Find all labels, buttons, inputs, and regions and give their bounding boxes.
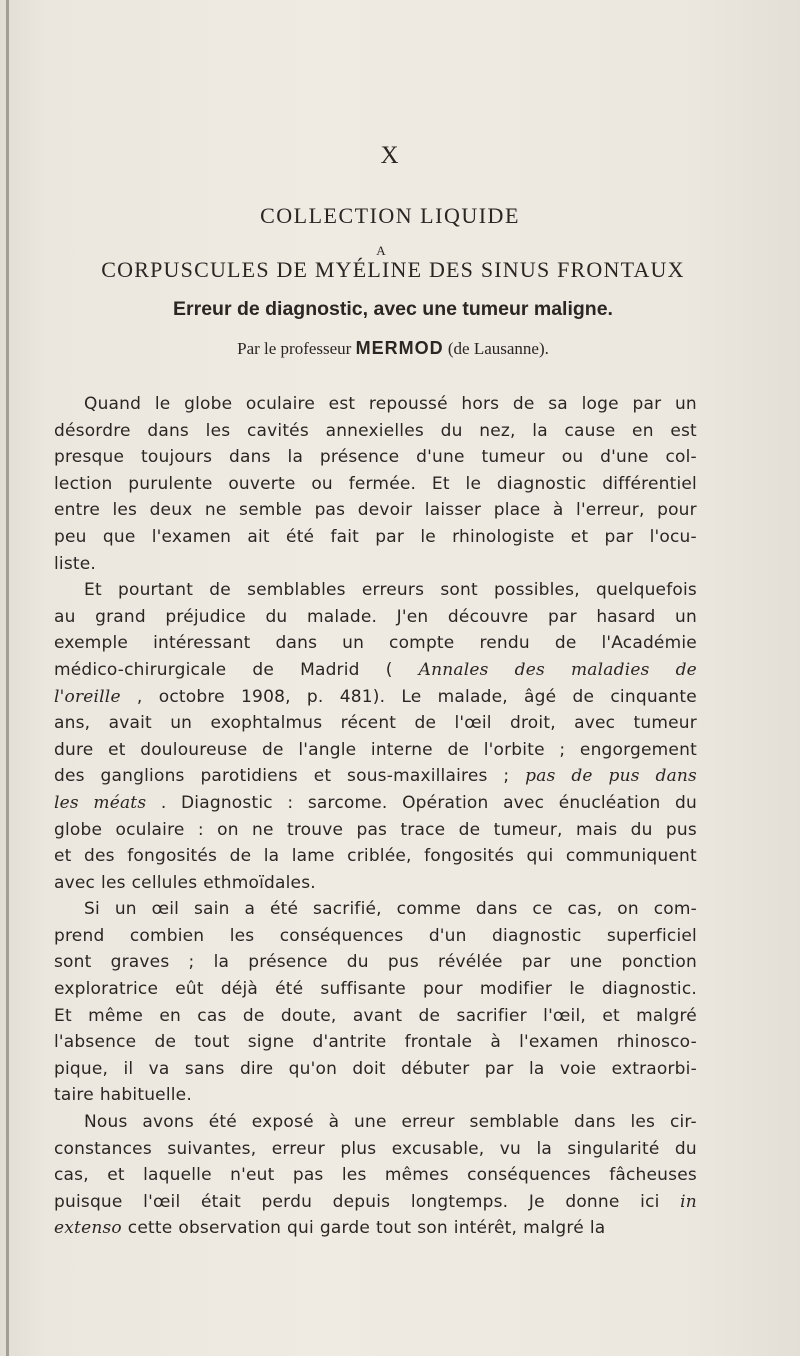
text-line: l'absence de tout signe d'antrite frontale à l'examen rhinosco-: [54, 1032, 697, 1053]
text-line: constances suivantes, erreur plus excusable, vu la singularité du: [54, 1138, 697, 1159]
text-line: et des fongosités de la lame criblée, fongosités qui communiquent: [54, 846, 697, 867]
text-line: entre les deux ne semble pas devoir laisser place à l'erreur, pour: [54, 500, 697, 521]
text-line: au grand préjudice du malade. J'en découvre par hasard un: [54, 606, 697, 627]
text-line: Nous avons été exposé à une erreur semblable dans les cir-: [84, 1112, 697, 1133]
body-paragraph: [54, 1109, 697, 1242]
text-line: lection purulente ouverte ou fermée. Et le diagnostic différentiel: [54, 473, 697, 494]
text-line: Et même en cas de doute, avant de sacrifier l'œil, et malgré: [54, 1005, 697, 1026]
title-line-1: COLLECTION LIQUIDE: [260, 203, 520, 228]
text-line: cas, et laquelle n'eut pas les mêmes conséquences fâcheuses: [54, 1165, 697, 1186]
text-line: les méats . Diagnostic : sarcome. Opération avec énucléation du: [54, 792, 697, 813]
text-line: puisque l'œil était perdu depuis longtemps. Je donne ici in: [54, 1191, 697, 1212]
text-line: des ganglions parotidiens et sous-maxillaires ; pas de pus dans: [54, 766, 697, 787]
text-line: extenso cette observation qui garde tout son intérêt, malgré la: [54, 1218, 606, 1239]
text-line: avec les cellules ethmoïdales.: [54, 872, 316, 893]
body-paragraph: [54, 896, 697, 1109]
text-line: Quand le globe oculaire est repoussé hors de sa loge par un: [84, 394, 697, 414]
text-line: liste.: [54, 553, 97, 574]
author-line: [0, 338, 786, 359]
chapter-number: X: [380, 142, 400, 169]
text-line: taire habituelle.: [54, 1085, 192, 1106]
text-line: peu que l'examen ait été fait par le rhinologiste et par l'ocu-: [54, 526, 697, 547]
text-line: médico-chirurgicale de Madrid ( Annales des maladies de: [54, 659, 697, 680]
title-connector: A: [376, 243, 386, 258]
author-name: MERMOD: [355, 338, 444, 358]
text-line: presque toujours dans la présence d'une tumeur ou d'une col-: [54, 447, 697, 468]
text-line: prend combien les conséquences d'un diagnostic superficiel: [54, 925, 697, 946]
text-line: sont graves ; la présence du pus révélée par une ponction: [54, 952, 697, 973]
text-line: pique, il va sans dire qu'on doit débuter par la voie extraorbi-: [54, 1058, 697, 1079]
text-line: Et pourtant de semblables erreurs sont possibles, quelquefois: [84, 580, 697, 601]
text-line: l'oreille , octobre 1908, p. 481). Le malade, âgé de cinquante: [54, 686, 697, 707]
body-paragraph: [54, 391, 697, 577]
author-prefix: Par le professeur: [237, 339, 352, 358]
body-paragraph: [54, 577, 697, 896]
body-text: [54, 391, 697, 1242]
text-line: exploratrice eût déjà été suffisante pour modifier le diagnostic.: [54, 979, 697, 1000]
text-line: désordre dans les cavités annexielles du nez, la cause en est: [54, 420, 697, 441]
text-line: Si un œil sain a été sacrifié, comme dans ce cas, on com-: [84, 899, 697, 920]
text-line: exemple intéressant dans un compte rendu de l'Académie: [54, 633, 697, 654]
title-line-2: CORPUSCULES DE MYÉLINE DES SINUS FRONTAUX: [101, 257, 685, 282]
text-line: ans, avait un exophtalmus récent de l'œil droit, avec tumeur: [54, 713, 697, 734]
author-affiliation: (de Lausanne).: [447, 339, 549, 358]
text-line: globe oculaire : on ne trouve pas trace de tumeur, mais du pus: [54, 819, 697, 840]
subtitle: Erreur de diagnostic, avec une tumeur maligne.: [173, 298, 613, 320]
text-line: dure et douloureuse de l'angle interne de l'orbite ; engorgement: [54, 739, 697, 760]
